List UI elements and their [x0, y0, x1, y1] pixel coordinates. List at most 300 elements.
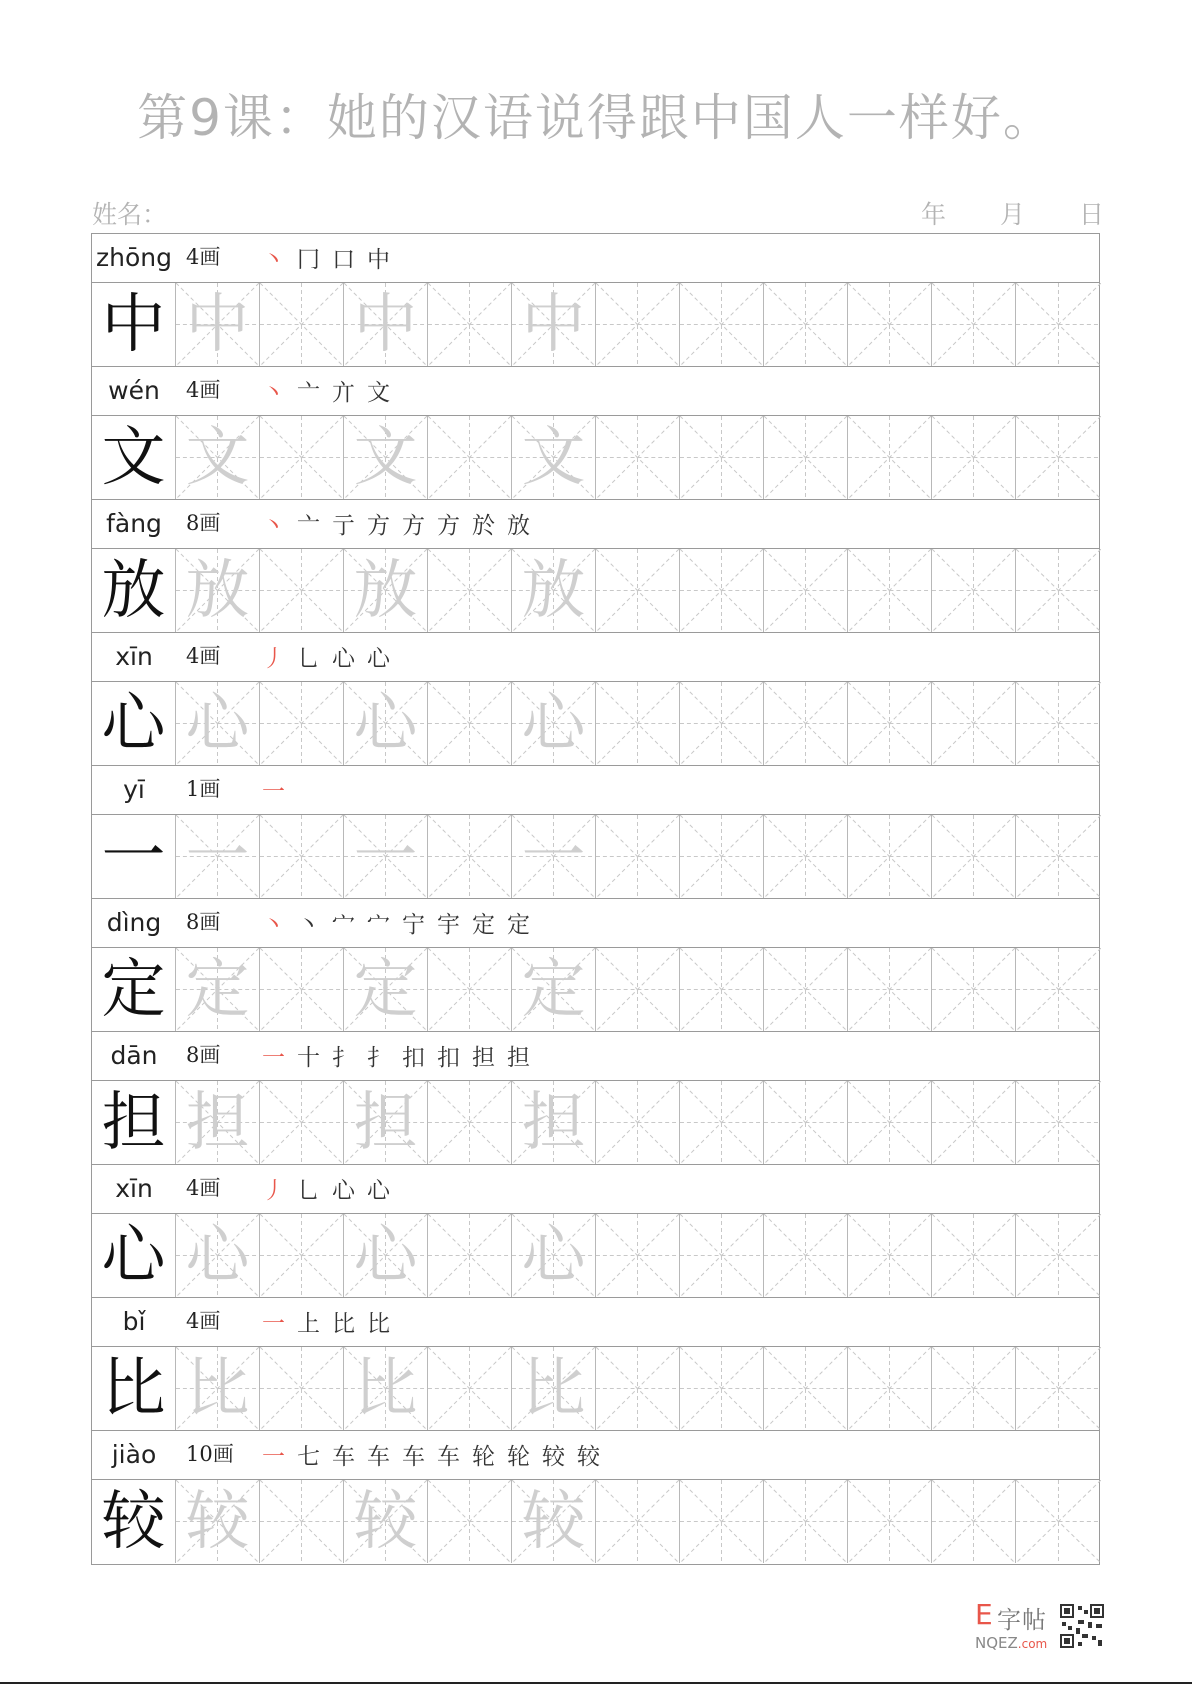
- practice-cell[interactable]: [848, 1214, 932, 1297]
- grid-guide-lines: [1016, 549, 1101, 632]
- grid-guide-lines: [428, 1214, 511, 1297]
- practice-cell[interactable]: [1016, 1081, 1101, 1164]
- grid-guide-lines: [428, 549, 511, 632]
- grid-guide-lines: [260, 283, 343, 366]
- grid-guide-lines: [680, 1480, 763, 1563]
- grid-guide-lines: [680, 1214, 763, 1297]
- grid-guide-lines: [932, 1214, 1015, 1297]
- grid-guide-lines: [764, 1480, 847, 1563]
- practice-cell[interactable]: [764, 1214, 848, 1297]
- practice-cell[interactable]: [680, 1480, 764, 1563]
- practice-cell[interactable]: [260, 682, 344, 765]
- grid-guide-lines: [764, 283, 847, 366]
- practice-cell[interactable]: [1016, 1480, 1101, 1563]
- stroke-order-sequence: [256, 633, 396, 680]
- practice-cell[interactable]: [428, 1081, 512, 1164]
- stroke-step: 扣: [402, 1045, 425, 1071]
- writing-grid-row: [92, 1347, 1099, 1431]
- model-character: 文: [101, 420, 166, 495]
- character-entry: [92, 1298, 1099, 1431]
- stroke-step: 方: [402, 513, 425, 539]
- model-character-cell: [92, 815, 176, 898]
- practice-cell[interactable]: [764, 1347, 848, 1430]
- character-entry: [92, 1165, 1099, 1298]
- practice-cell[interactable]: [428, 283, 512, 366]
- trace-character: 一: [353, 819, 418, 894]
- grid-guide-lines: [260, 815, 343, 898]
- stroke-step: 心: [332, 1178, 355, 1204]
- grid-guide-lines: [1016, 1347, 1101, 1430]
- character-info-row: [92, 766, 1099, 815]
- grid-guide-lines: [596, 682, 679, 765]
- stroke-order-sequence: [256, 1165, 396, 1212]
- practice-cell[interactable]: [596, 416, 680, 499]
- stroke-count-label: 4画: [186, 245, 221, 269]
- stroke-step: 上: [297, 1311, 320, 1337]
- trace-character: 担: [521, 1085, 586, 1160]
- stroke-step: 比: [332, 1311, 355, 1337]
- grid-guide-lines: [680, 549, 763, 632]
- grid-guide-lines: [764, 549, 847, 632]
- stroke-order-sequence: [256, 766, 291, 813]
- practice-cell[interactable]: [764, 283, 848, 366]
- grid-guide-lines: [764, 1347, 847, 1430]
- model-character: 较: [101, 1484, 166, 1559]
- pinyin-label: yī: [123, 775, 145, 804]
- grid-guide-lines: [428, 682, 511, 765]
- trace-character: 较: [521, 1484, 586, 1559]
- stroke-order-sequence: [256, 234, 396, 281]
- grid-guide-lines: [680, 815, 763, 898]
- character-entry: [92, 500, 1099, 633]
- model-character-cell: [92, 1480, 176, 1563]
- stroke-step: 比: [367, 1311, 390, 1337]
- stroke-step: 车: [437, 1444, 460, 1470]
- grid-guide-lines: [848, 1081, 931, 1164]
- stroke-step: 宀: [367, 912, 390, 938]
- practice-cell[interactable]: [1016, 948, 1101, 1031]
- grid-guide-lines: [680, 416, 763, 499]
- grid-guide-lines: [428, 416, 511, 499]
- stroke-step: 轮: [472, 1444, 495, 1470]
- name-label: 姓名：: [92, 200, 168, 229]
- trace-character: 较: [185, 1484, 250, 1559]
- practice-cell[interactable]: [848, 283, 932, 366]
- practice-cell[interactable]: [932, 1347, 1016, 1430]
- trace-character-cell: [344, 1347, 428, 1430]
- brand-url-suffix: .com: [1017, 1637, 1048, 1651]
- stroke-step: 口: [332, 247, 355, 273]
- practice-cell[interactable]: [932, 1214, 1016, 1297]
- practice-cell[interactable]: [260, 1214, 344, 1297]
- grid-guide-lines: [1016, 682, 1101, 765]
- stroke-step: 丿: [262, 646, 285, 672]
- stroke-step: 丶: [262, 247, 285, 273]
- grid-guide-lines: [680, 283, 763, 366]
- practice-cell[interactable]: [848, 948, 932, 1031]
- trace-character: 文: [521, 420, 586, 495]
- practice-cell[interactable]: [680, 416, 764, 499]
- practice-cell[interactable]: [680, 948, 764, 1031]
- stroke-count-label: 4画: [186, 1309, 221, 1333]
- stroke-step: 扌: [367, 1045, 390, 1071]
- practice-cell[interactable]: [1016, 682, 1101, 765]
- practice-cell[interactable]: [848, 815, 932, 898]
- practice-cell[interactable]: [680, 1214, 764, 1297]
- trace-character: 心: [185, 1218, 250, 1293]
- grid-guide-lines: [848, 283, 931, 366]
- practice-cell[interactable]: [428, 549, 512, 632]
- trace-character: 中: [353, 287, 418, 362]
- model-character-cell: [92, 948, 176, 1031]
- trace-character-cell: [512, 416, 596, 499]
- stroke-step: 宀: [332, 912, 355, 938]
- trace-character-cell: [512, 1347, 596, 1430]
- trace-character: 比: [353, 1351, 418, 1426]
- writing-grid-row: [92, 1480, 1099, 1564]
- practice-cell[interactable]: [764, 948, 848, 1031]
- model-character-cell: [92, 283, 176, 366]
- practice-cell[interactable]: [764, 815, 848, 898]
- trace-character: 文: [353, 420, 418, 495]
- character-info-row: [92, 1032, 1099, 1081]
- practice-cell[interactable]: [848, 416, 932, 499]
- pinyin-label: zhōng: [96, 243, 172, 272]
- character-info-row: [92, 1165, 1099, 1214]
- trace-character: 定: [521, 952, 586, 1027]
- stroke-step: 冂: [297, 247, 320, 273]
- stroke-step: 轮: [507, 1444, 530, 1470]
- grid-guide-lines: [596, 1081, 679, 1164]
- practice-cell[interactable]: [596, 1081, 680, 1164]
- trace-character-cell: [176, 283, 260, 366]
- grid-guide-lines: [596, 549, 679, 632]
- practice-cell[interactable]: [680, 815, 764, 898]
- grid-guide-lines: [680, 948, 763, 1031]
- grid-guide-lines: [428, 1480, 511, 1563]
- grid-guide-lines: [596, 1214, 679, 1297]
- practice-sheet: [91, 233, 1100, 1565]
- stroke-step: 七: [297, 1444, 320, 1470]
- grid-guide-lines: [764, 1081, 847, 1164]
- practice-cell[interactable]: [428, 815, 512, 898]
- character-entry: [92, 633, 1099, 766]
- stroke-step: 丶: [262, 380, 285, 406]
- practice-cell[interactable]: [764, 1480, 848, 1563]
- stroke-order-sequence: [256, 899, 536, 946]
- trace-character: 心: [521, 686, 586, 761]
- grid-guide-lines: [848, 815, 931, 898]
- practice-cell[interactable]: [260, 1081, 344, 1164]
- trace-character: 较: [353, 1484, 418, 1559]
- trace-character: 中: [185, 287, 250, 362]
- pinyin-label: bǐ: [122, 1307, 146, 1336]
- practice-cell[interactable]: [932, 682, 1016, 765]
- grid-guide-lines: [848, 1214, 931, 1297]
- practice-cell[interactable]: [260, 416, 344, 499]
- practice-cell[interactable]: [680, 283, 764, 366]
- page-bottom-rule: [0, 1682, 1192, 1684]
- model-character-cell: [92, 682, 176, 765]
- stroke-step: 亠: [297, 513, 320, 539]
- model-character-cell: [92, 549, 176, 632]
- practice-cell[interactable]: [1016, 549, 1101, 632]
- character-info-row: [92, 633, 1099, 682]
- character-entry: [92, 1431, 1099, 1564]
- practice-cell[interactable]: [848, 1347, 932, 1430]
- pinyin-label: xīn: [115, 1174, 153, 1203]
- grid-guide-lines: [260, 1214, 343, 1297]
- trace-character: 文: [185, 420, 250, 495]
- practice-cell[interactable]: [428, 682, 512, 765]
- trace-character-cell: [512, 1214, 596, 1297]
- stroke-step: 丿: [262, 1178, 285, 1204]
- trace-character: 放: [185, 553, 250, 628]
- practice-cell[interactable]: [680, 1347, 764, 1430]
- brand-name: 字帖: [997, 1606, 1047, 1634]
- trace-character-cell: [344, 1480, 428, 1563]
- grid-guide-lines: [596, 1347, 679, 1430]
- stroke-step: 方: [437, 513, 460, 539]
- stroke-step: 担: [507, 1045, 530, 1071]
- trace-character-cell: [176, 682, 260, 765]
- trace-character-cell: [344, 1214, 428, 1297]
- trace-character: 担: [185, 1085, 250, 1160]
- trace-character-cell: [176, 948, 260, 1031]
- stroke-order-sequence: [256, 1431, 606, 1478]
- character-info-row: [92, 899, 1099, 948]
- practice-cell[interactable]: [428, 416, 512, 499]
- grid-guide-lines: [680, 1081, 763, 1164]
- grid-guide-lines: [260, 948, 343, 1031]
- practice-cell[interactable]: [848, 1480, 932, 1563]
- trace-character-cell: [512, 549, 596, 632]
- trace-character-cell: [176, 416, 260, 499]
- stroke-step: 心: [367, 646, 390, 672]
- stroke-count-label: 4画: [186, 378, 221, 402]
- practice-cell[interactable]: [596, 948, 680, 1031]
- practice-cell[interactable]: [848, 1081, 932, 1164]
- grid-guide-lines: [1016, 1480, 1101, 1563]
- trace-character: 放: [353, 553, 418, 628]
- practice-cell[interactable]: [764, 549, 848, 632]
- practice-cell[interactable]: [596, 1480, 680, 1563]
- practice-cell[interactable]: [596, 815, 680, 898]
- trace-character: 心: [353, 1218, 418, 1293]
- stroke-step: 乚: [297, 646, 320, 672]
- model-character: 担: [101, 1085, 166, 1160]
- practice-cell[interactable]: [1016, 1347, 1101, 1430]
- pinyin-label: jiào: [111, 1440, 157, 1469]
- grid-guide-lines: [848, 682, 931, 765]
- practice-cell[interactable]: [260, 283, 344, 366]
- trace-character-cell: [344, 283, 428, 366]
- stroke-order-sequence: [256, 367, 396, 414]
- character-entry: [92, 899, 1099, 1032]
- trace-character-cell: [176, 1081, 260, 1164]
- trace-character-cell: [344, 549, 428, 632]
- practice-cell[interactable]: [1016, 416, 1101, 499]
- grid-guide-lines: [764, 1214, 847, 1297]
- stroke-count-label: 8画: [186, 511, 221, 535]
- model-character: 定: [101, 952, 166, 1027]
- grid-guide-lines: [932, 948, 1015, 1031]
- trace-character: 定: [353, 952, 418, 1027]
- practice-cell[interactable]: [596, 1214, 680, 1297]
- trace-character-cell: [176, 815, 260, 898]
- trace-character: 放: [521, 553, 586, 628]
- practice-cell[interactable]: [848, 549, 932, 632]
- character-entry: [92, 1032, 1099, 1165]
- practice-cell[interactable]: [764, 682, 848, 765]
- trace-character-cell: [512, 1081, 596, 1164]
- stroke-step: 亠: [297, 380, 320, 406]
- stroke-step: 担: [472, 1045, 495, 1071]
- practice-cell[interactable]: [428, 948, 512, 1031]
- stroke-step: 一: [262, 1311, 285, 1337]
- trace-character: 心: [353, 686, 418, 761]
- trace-character-cell: [512, 1480, 596, 1563]
- practice-cell[interactable]: [260, 815, 344, 898]
- practice-cell[interactable]: [932, 283, 1016, 366]
- practice-cell[interactable]: [932, 549, 1016, 632]
- grid-guide-lines: [932, 1480, 1015, 1563]
- trace-character-cell: [176, 1347, 260, 1430]
- practice-cell[interactable]: [764, 1081, 848, 1164]
- trace-character-cell: [344, 416, 428, 499]
- trace-character-cell: [176, 1480, 260, 1563]
- grid-guide-lines: [680, 682, 763, 765]
- writing-grid-row: [92, 416, 1099, 500]
- practice-cell[interactable]: [932, 1081, 1016, 1164]
- grid-guide-lines: [848, 549, 931, 632]
- practice-cell[interactable]: [428, 1347, 512, 1430]
- writing-grid-row: [92, 948, 1099, 1032]
- stroke-step: 车: [367, 1444, 390, 1470]
- practice-cell[interactable]: [1016, 815, 1101, 898]
- brand-logo-letter: E: [975, 1598, 993, 1631]
- writing-grid-row: [92, 1081, 1099, 1165]
- practice-cell[interactable]: [596, 283, 680, 366]
- practice-cell[interactable]: [932, 416, 1016, 499]
- character-entry: [92, 367, 1099, 500]
- stroke-order-sequence: [256, 1298, 396, 1345]
- stroke-step: 较: [542, 1444, 565, 1470]
- stroke-step: 宇: [437, 912, 460, 938]
- stroke-step: 於: [472, 513, 495, 539]
- character-info-row: [92, 234, 1099, 283]
- practice-cell[interactable]: [1016, 283, 1101, 366]
- grid-guide-lines: [428, 283, 511, 366]
- trace-character: 比: [521, 1351, 586, 1426]
- writing-grid-row: [92, 549, 1099, 633]
- model-character: 心: [101, 686, 166, 761]
- practice-cell[interactable]: [428, 1214, 512, 1297]
- stroke-step: 车: [402, 1444, 425, 1470]
- grid-guide-lines: [764, 682, 847, 765]
- practice-cell[interactable]: [932, 1480, 1016, 1563]
- practice-cell[interactable]: [932, 948, 1016, 1031]
- grid-guide-lines: [260, 682, 343, 765]
- practice-cell[interactable]: [680, 682, 764, 765]
- day-label: 日: [1078, 200, 1104, 229]
- practice-cell[interactable]: [260, 549, 344, 632]
- stroke-step: 丶: [297, 912, 320, 938]
- grid-guide-lines: [932, 416, 1015, 499]
- stroke-step: 扌: [332, 1045, 355, 1071]
- practice-cell[interactable]: [428, 1480, 512, 1563]
- grid-guide-lines: [1016, 283, 1101, 366]
- trace-character-cell: [344, 948, 428, 1031]
- grid-guide-lines: [764, 416, 847, 499]
- practice-cell[interactable]: [596, 682, 680, 765]
- character-info-row: [92, 367, 1099, 416]
- trace-character: 一: [185, 819, 250, 894]
- character-info-row: [92, 1298, 1099, 1347]
- grid-guide-lines: [596, 815, 679, 898]
- trace-character-cell: [512, 948, 596, 1031]
- character-entry: [92, 766, 1099, 899]
- stroke-step: 放: [507, 513, 530, 539]
- practice-cell[interactable]: [680, 1081, 764, 1164]
- grid-guide-lines: [932, 1081, 1015, 1164]
- writing-grid-row: [92, 283, 1099, 367]
- trace-character-cell: [512, 815, 596, 898]
- practice-cell[interactable]: [848, 682, 932, 765]
- stroke-step: 亍: [332, 513, 355, 539]
- stroke-count-label: 8画: [186, 1043, 221, 1067]
- trace-character-cell: [512, 682, 596, 765]
- stroke-step: 中: [367, 247, 390, 273]
- stroke-count-label: 4画: [186, 1176, 221, 1200]
- pinyin-label: dān: [110, 1041, 158, 1070]
- writing-grid-row: [92, 682, 1099, 766]
- stroke-step: 一: [262, 1045, 285, 1071]
- trace-character-cell: [176, 1214, 260, 1297]
- grid-guide-lines: [848, 1347, 931, 1430]
- grid-guide-lines: [260, 1347, 343, 1430]
- practice-cell[interactable]: [596, 549, 680, 632]
- stroke-order-sequence: [256, 500, 536, 547]
- grid-guide-lines: [848, 416, 931, 499]
- grid-guide-lines: [260, 416, 343, 499]
- practice-cell[interactable]: [260, 948, 344, 1031]
- trace-character-cell: [344, 1081, 428, 1164]
- trace-character-cell: [344, 815, 428, 898]
- practice-cell[interactable]: [764, 416, 848, 499]
- practice-cell[interactable]: [596, 1347, 680, 1430]
- practice-cell[interactable]: [260, 1347, 344, 1430]
- grid-guide-lines: [260, 1480, 343, 1563]
- stroke-count-label: 1画: [186, 777, 221, 801]
- year-label: 年: [921, 200, 947, 229]
- model-character-cell: [92, 1214, 176, 1297]
- practice-cell[interactable]: [680, 549, 764, 632]
- grid-guide-lines: [428, 1347, 511, 1430]
- practice-cell[interactable]: [932, 815, 1016, 898]
- stroke-step: 宁: [402, 912, 425, 938]
- grid-guide-lines: [428, 948, 511, 1031]
- grid-guide-lines: [260, 549, 343, 632]
- grid-guide-lines: [428, 1081, 511, 1164]
- practice-cell[interactable]: [1016, 1214, 1101, 1297]
- stroke-count-label: 8画: [186, 910, 221, 934]
- stroke-step: 乚: [297, 1178, 320, 1204]
- practice-cell[interactable]: [260, 1480, 344, 1563]
- model-character-cell: [92, 1081, 176, 1164]
- stroke-step: 十: [297, 1045, 320, 1071]
- grid-guide-lines: [848, 948, 931, 1031]
